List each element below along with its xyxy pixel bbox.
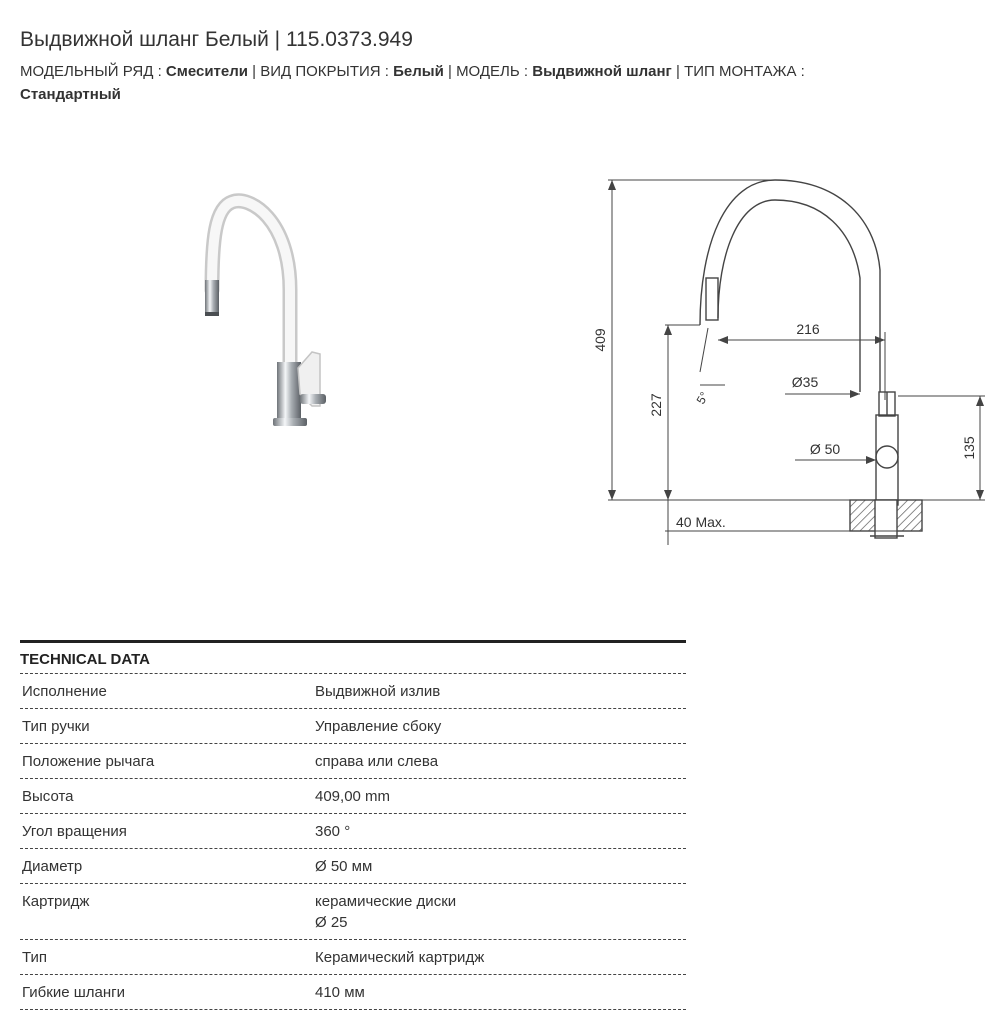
- row-value-text: Керамический картридж: [315, 949, 485, 966]
- meta-value: Белый: [393, 63, 444, 80]
- row-value-text: Управление сбоку: [315, 718, 442, 735]
- row-label: Картридж: [22, 893, 90, 910]
- dim-spout-diameter: Ø35: [791, 374, 819, 390]
- dim-body-diameter: Ø 50: [809, 441, 841, 457]
- table-row: [20, 814, 686, 849]
- meta-label: ВИД ПОКРЫТИЯ :: [260, 63, 389, 80]
- row-label: Высота: [22, 788, 74, 805]
- meta-label: ТИП МОНТАЖА :: [684, 63, 805, 80]
- technical-data-table: [20, 640, 686, 1010]
- spray-head: [205, 280, 219, 316]
- meta-label: МОДЕЛЬ :: [456, 63, 529, 80]
- dim-body-height: 135: [961, 436, 977, 460]
- meta-label: МОДЕЛЬНЫЙ РЯД :: [20, 63, 162, 80]
- row-label: Тип: [22, 949, 48, 966]
- table-row: [20, 674, 686, 709]
- row-label: Исполнение: [22, 683, 107, 700]
- faucet-photo: [160, 180, 380, 440]
- faucet-body: [277, 362, 301, 422]
- row-value: [315, 821, 686, 842]
- table-row: [20, 779, 686, 814]
- dim-deck-max: 40 Max.: [676, 514, 726, 530]
- row-label: Угол вращения: [22, 823, 127, 840]
- table-row: [20, 975, 686, 1010]
- row-value: [315, 947, 686, 968]
- row-value-text: Выдвижной излив: [315, 683, 441, 700]
- row-label: Диаметр: [22, 858, 83, 875]
- row-value-text: справа или слева: [315, 753, 439, 770]
- row-value: [315, 751, 686, 772]
- product-meta: [20, 60, 960, 106]
- meta-separator: |: [675, 63, 680, 80]
- table-row: [20, 709, 686, 744]
- hose-outline: [700, 180, 880, 392]
- dim-angle: 5°: [693, 389, 712, 407]
- row-value-text: Ø 25: [315, 914, 348, 931]
- row-value: [315, 856, 686, 877]
- row-label: Гибкие шланги: [22, 984, 125, 1001]
- row-value-text: Ø 50 мм: [315, 858, 373, 875]
- row-value-text: 360 °: [315, 823, 351, 840]
- table-row: [20, 744, 686, 779]
- row-value: [315, 786, 686, 807]
- meta-separator: |: [252, 63, 257, 80]
- meta-value: Выдвижной шланг: [532, 63, 672, 80]
- dim-height-spout: 227: [648, 393, 664, 417]
- technical-data-heading: TECHNICAL DATA: [20, 643, 686, 674]
- table-row: [20, 849, 686, 884]
- meta-value: Стандартный: [20, 86, 121, 103]
- row-value-text: керамические диски: [315, 893, 457, 910]
- body-outline: [876, 415, 898, 505]
- table-row: [20, 884, 686, 940]
- meta-separator: |: [447, 63, 452, 80]
- dim-reach: 216: [796, 321, 820, 337]
- spray-head-outline: [706, 278, 718, 320]
- row-label: Положение рычага: [22, 753, 155, 770]
- row-value: [315, 716, 686, 737]
- row-value-text: 410 мм: [315, 984, 365, 1001]
- page-title: Выдвижной шланг Белый | 115.0373.949: [20, 28, 413, 51]
- meta-value: Смесители: [165, 63, 248, 80]
- table-row: [20, 940, 686, 975]
- row-value: [315, 891, 686, 933]
- dim-height-total: 409: [592, 328, 608, 352]
- row-value-text: 409,00 mm: [315, 788, 391, 805]
- row-label: Тип ручки: [22, 718, 90, 735]
- technical-drawing: [560, 160, 1000, 560]
- row-value: [315, 681, 686, 702]
